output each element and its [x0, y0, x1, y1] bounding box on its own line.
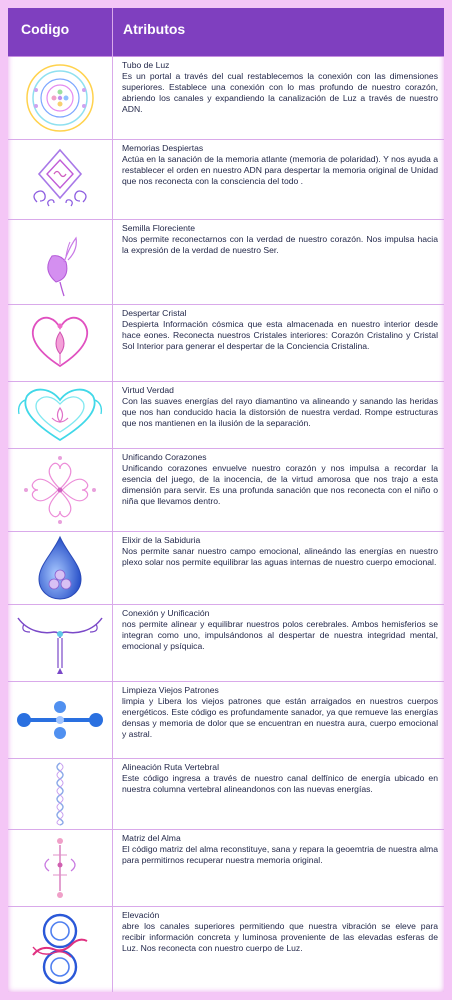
table-row — [8, 532, 444, 605]
code-description: Despierta Información cósmica que esta almacenada en nuestro interior desde hace eones. Reconecta nuestros Cristales interiores: Corazón Cristalino y Cristal Sol Interior para generar el despertar de la Conciencia Cristalina. — [122, 318, 438, 351]
connection-unification-icon — [8, 605, 112, 681]
code-description: limpia y Libera los viejos patrones que están arraigados en nuestros cuerpos energéticos. Este código es profundamente sanador, ya que remueve las energías densas y memoria de dolor que se encuentran en nuestra aura, cuerpo emocional y astral. — [122, 695, 438, 739]
header-codigo: Codigo — [21, 21, 70, 37]
blooming-seed-icon — [8, 220, 112, 304]
code-description: Actúa en la sanación de la memoria atlante (memoria de polaridad). Y nos ayuda a restablecer el orden en nuestro ADN para despertar la memoria original de Unidad que nos reconecta con la consciencia del todo . — [122, 153, 438, 186]
table-row — [8, 140, 444, 220]
code-description: Nos permite sanar nuestro campo emocional, alineándo las energías en nuestro plexo solar nos permite equilibrar las aguas internas de nuestro cuerpo emocional. — [122, 545, 438, 567]
code-title: Elevación — [122, 910, 160, 920]
code-title: Virtud Verdad — [122, 385, 174, 395]
old-patterns-cleansing-icon — [8, 682, 112, 758]
awakened-memories-icon — [8, 140, 112, 219]
elevation-icon — [8, 907, 112, 992]
code-title: Alineación Ruta Vertebral — [122, 762, 219, 772]
table-header — [8, 8, 444, 57]
code-description: El código matriz del alma reconstituye, sana y repara la geoemtria de nuestra alma para permitirnos recuperar nuestra memoria original. — [122, 843, 438, 865]
wisdom-elixir-icon — [8, 532, 112, 604]
table-row — [8, 220, 444, 305]
tube-of-light-icon — [8, 57, 112, 139]
code-title: Elixir de la Sabiduria — [122, 535, 201, 545]
soul-matrix-icon — [8, 830, 112, 906]
code-title: Despertar Cristal — [122, 308, 187, 318]
code-title: Limpieza Viejos Patrones — [122, 685, 219, 695]
table-row — [8, 907, 444, 992]
header-atributos: Atributos — [123, 21, 186, 37]
code-description: Este código ingresa a través de nuestro canal delfínico de energía ubicado en nuestra columna vertebral alineandonos con las nuevas energías. — [122, 772, 438, 794]
code-description: Con las suaves energías del rayo diamantino va alineando y sanando las heridas que nos han conducido hacia la distorsión de nuestra verdad. Rompe estructuras que nos mantienen en la ilusión de la separación. — [122, 395, 438, 428]
spinal-alignment-icon — [8, 759, 112, 829]
code-description: nos permite alinear y equilibrar nuestros polos cerebrales. Ambos hemisferios se integran como uno, impulsándonos al despertar de nuestra integridad mental, emocional y psíquica. — [122, 618, 438, 651]
code-description: Es un portal a través del cual restablecemos la conexión con las dimensiones superiores. Establece una conexión con lo mas profundo de nuestro corazón, abriendo los canales y expandiendo la canalización de Luz a través de nuestro ADN. — [122, 70, 438, 114]
table-row — [8, 449, 444, 532]
code-title: Unificando Corazones — [122, 452, 207, 462]
table-row — [8, 830, 444, 907]
table-row — [8, 57, 444, 140]
table-row — [8, 682, 444, 759]
code-title: Semilla Floreciente — [122, 223, 196, 233]
code-description: Unificando corazones envuelve nuestro corazón y nos impulsa a recordar la esencia del juego, de la inocencia, de la virtud amorosa que nos trajo a esta dimensión para servir. Es una profunda sanación que nos reconecta con el niño o niña que llevamos dentro. — [122, 462, 438, 506]
code-title: Tubo de Luz — [122, 60, 170, 70]
code-description: Nos permite reconectarnos con la verdad de nuestro corazón. Nos impulsa hacia la expresión de la verdad de nuestro Ser. — [122, 233, 438, 255]
code-description: abre los canales superiores permitiendo que nuestra vibración se eleve para recibir información concreta y luminosa proveniente de las elevadas esferas de Luz. Nos reconecta con nuestro cuerpo de Luz. — [122, 920, 438, 953]
code-title: Memorias Despiertas — [122, 143, 204, 153]
table-row — [8, 305, 444, 382]
table-row — [8, 605, 444, 682]
truth-virtue-icon — [8, 382, 112, 448]
unifying-hearts-icon — [8, 449, 112, 531]
code-title: Matriz del Alma — [122, 833, 181, 843]
table-row — [8, 382, 444, 449]
crystal-awakening-icon — [8, 305, 112, 381]
code-title: Conexión y Unificación — [122, 608, 210, 618]
table-row — [8, 759, 444, 830]
